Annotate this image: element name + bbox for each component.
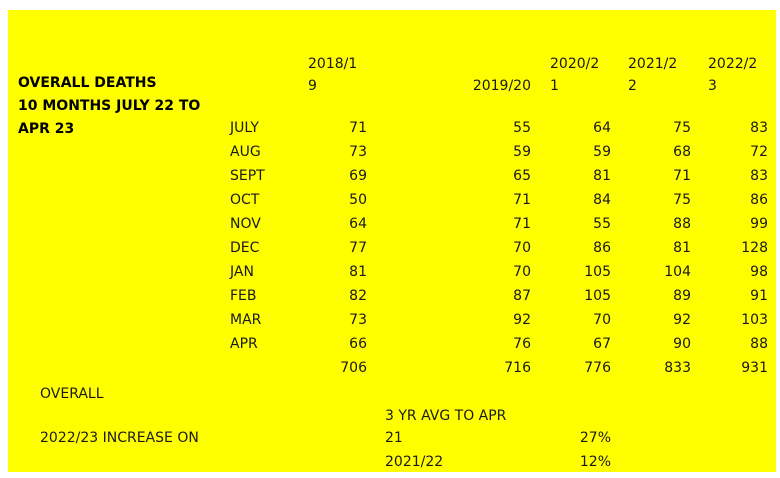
value-cell: 59 <box>593 144 611 160</box>
value-cell: 64 <box>349 216 367 232</box>
value-cell: 66 <box>349 336 367 352</box>
increase-label: 2022/23 INCREASE ON <box>40 430 199 446</box>
month-label: SEPT <box>230 168 265 184</box>
value-cell: 83 <box>750 120 768 136</box>
value-cell: 92 <box>673 312 691 328</box>
value-cell: 104 <box>664 264 691 280</box>
value-cell: 128 <box>741 240 768 256</box>
month-label: AUG <box>230 144 261 160</box>
value-cell: 88 <box>673 216 691 232</box>
total-cell: 706 <box>340 360 367 376</box>
header-2018-19 <box>308 53 357 97</box>
header-2021-22-line1: 2021/2 <box>628 56 678 72</box>
month-label: FEB <box>230 288 257 304</box>
value-cell: 91 <box>750 288 768 304</box>
avg-value: 27% <box>579 430 611 446</box>
value-cell: 70 <box>513 240 531 256</box>
value-cell: 71 <box>513 216 531 232</box>
value-cell: 86 <box>593 240 611 256</box>
header-2020-21-line2: 1 <box>550 78 559 94</box>
title-line-1: OVERALL DEATHS <box>18 75 157 91</box>
value-cell: 55 <box>513 120 531 136</box>
total-cell: 833 <box>664 360 691 376</box>
value-cell: 98 <box>750 264 768 280</box>
value-cell: 81 <box>349 264 367 280</box>
value-cell: 68 <box>673 144 691 160</box>
value-cell: 81 <box>593 168 611 184</box>
header-2021-22-line2: 2 <box>628 78 637 94</box>
header-2022-23-line2: 3 <box>708 78 717 94</box>
month-label: NOV <box>230 216 261 232</box>
month-label: JAN <box>230 264 254 280</box>
avg-label-line2: 21 <box>385 430 403 446</box>
value-cell: 90 <box>673 336 691 352</box>
total-cell: 776 <box>584 360 611 376</box>
value-cell: 82 <box>349 288 367 304</box>
header-2021-22 <box>628 53 677 97</box>
month-label: OCT <box>230 192 260 208</box>
header-2018-19-line1: 2018/1 <box>308 56 358 72</box>
value-cell: 50 <box>349 192 367 208</box>
title-line-2: 10 MONTHS JULY 22 TO <box>18 98 201 114</box>
header-2019-20: 2019/20 <box>472 78 531 94</box>
value-cell: 103 <box>741 312 768 328</box>
value-cell: 70 <box>513 264 531 280</box>
value-cell: 87 <box>513 288 531 304</box>
title-line-3: APR 23 <box>18 121 75 137</box>
value-cell: 73 <box>349 144 367 160</box>
value-cell: 105 <box>584 288 611 304</box>
header-2022-23 <box>708 53 757 97</box>
value-cell: 71 <box>673 168 691 184</box>
value-cell: 72 <box>750 144 768 160</box>
value-cell: 55 <box>593 216 611 232</box>
value-cell: 71 <box>349 120 367 136</box>
value-cell: 71 <box>513 192 531 208</box>
value-cell: 67 <box>593 336 611 352</box>
value-cell: 84 <box>593 192 611 208</box>
value-cell: 105 <box>584 264 611 280</box>
value-cell: 77 <box>349 240 367 256</box>
value-cell: 59 <box>513 144 531 160</box>
value-cell: 89 <box>673 288 691 304</box>
month-label: JULY <box>230 120 259 136</box>
value-cell: 64 <box>593 120 611 136</box>
value-cell: 92 <box>513 312 531 328</box>
month-label: DEC <box>230 240 260 256</box>
value-cell: 99 <box>750 216 768 232</box>
value-cell: 83 <box>750 168 768 184</box>
value-cell: 65 <box>513 168 531 184</box>
total-cell: 931 <box>741 360 768 376</box>
value-cell: 69 <box>349 168 367 184</box>
month-label: MAR <box>230 312 262 328</box>
total-cell: 716 <box>504 360 531 376</box>
overall-label: OVERALL <box>40 386 104 402</box>
value-cell: 73 <box>349 312 367 328</box>
prev-value: 12% <box>579 454 611 470</box>
avg-label-line1: 3 YR AVG TO APR <box>385 408 507 424</box>
value-cell: 70 <box>593 312 611 328</box>
value-cell: 86 <box>750 192 768 208</box>
value-cell: 81 <box>673 240 691 256</box>
value-cell: 76 <box>513 336 531 352</box>
value-cell: 75 <box>673 120 691 136</box>
month-label: APR <box>230 336 258 352</box>
header-2020-21 <box>550 53 599 97</box>
prev-label: 2021/22 <box>385 454 444 470</box>
value-cell: 88 <box>750 336 768 352</box>
spreadsheet <box>8 10 776 472</box>
value-cell: 75 <box>673 192 691 208</box>
header-2022-23-line1: 2022/2 <box>708 56 758 72</box>
header-2018-19-line2: 9 <box>308 78 317 94</box>
header-2020-21-line1: 2020/2 <box>550 56 600 72</box>
